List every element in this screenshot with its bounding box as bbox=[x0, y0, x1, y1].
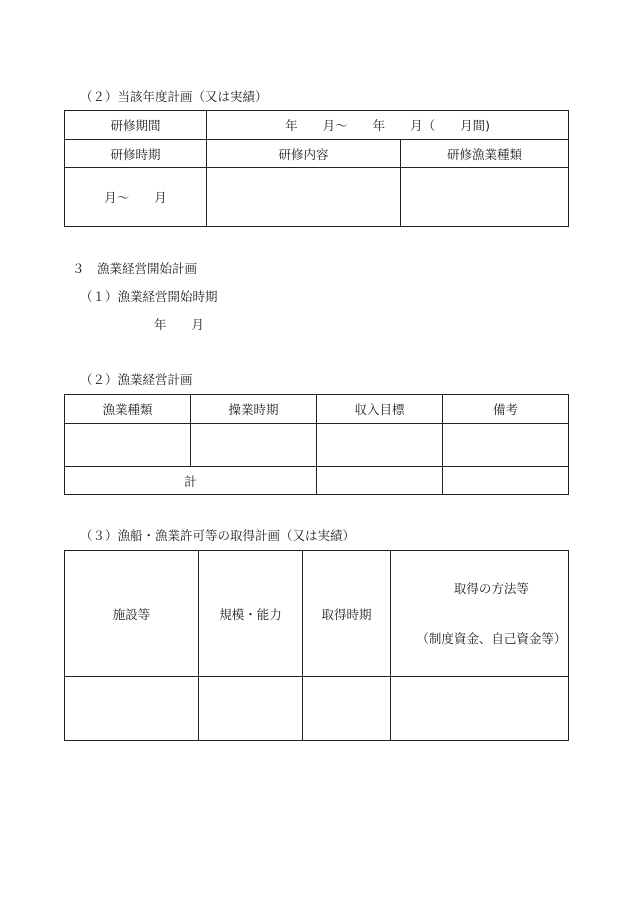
fishery-business-plan-table bbox=[64, 394, 569, 495]
section3-heading: ３ 漁業経営開始計画 bbox=[72, 261, 198, 276]
total-label: 計 bbox=[65, 467, 317, 495]
acquisition-plan-table bbox=[64, 550, 569, 741]
training-content-cell bbox=[207, 168, 401, 227]
total-remarks-cell bbox=[443, 467, 569, 495]
header-training-content: 研修内容 bbox=[207, 140, 401, 168]
business-start-date: 年 月 bbox=[154, 317, 205, 332]
header-scale-capacity: 規模・能力 bbox=[199, 551, 303, 677]
header-facilities: 施設等 bbox=[65, 551, 199, 677]
fishery-type-cell bbox=[65, 424, 191, 467]
header-training-fishery-type: 研修漁業種類 bbox=[401, 140, 569, 168]
scale-capacity-cell bbox=[199, 677, 303, 741]
acquisition-time-cell bbox=[303, 677, 391, 741]
acquisition-method-line2: （制度資金、自己資金等） bbox=[416, 631, 567, 646]
training-time-value: 月～ 月 bbox=[65, 168, 207, 227]
section2-heading: （２）当該年度計画（又は実績） bbox=[80, 89, 268, 104]
remarks-cell bbox=[443, 424, 569, 467]
section3-sub3-heading: （３）漁船・漁業許可等の取得計画（又は実績） bbox=[80, 528, 356, 543]
acquisition-method-line1: 取得の方法等 bbox=[453, 581, 529, 596]
header-remarks: 備考 bbox=[443, 395, 569, 424]
header-income-target: 収入目標 bbox=[317, 395, 443, 424]
training-period-label: 研修期間 bbox=[65, 111, 207, 140]
training-plan-table bbox=[64, 110, 569, 227]
training-period-value: 年 月～ 年 月（ 月間) bbox=[207, 111, 569, 140]
section3-sub1-heading: （１）漁業経営開始時期 bbox=[80, 289, 218, 304]
header-acquisition-time: 取得時期 bbox=[303, 551, 391, 677]
header-training-time: 研修時期 bbox=[65, 140, 207, 168]
header-fishery-type: 漁業種類 bbox=[65, 395, 191, 424]
income-target-cell bbox=[317, 424, 443, 467]
acquisition-method-cell bbox=[391, 677, 569, 741]
operation-period-cell bbox=[191, 424, 317, 467]
header-acquisition-method bbox=[391, 551, 569, 677]
facilities-cell bbox=[65, 677, 199, 741]
section3-sub2-heading: （２）漁業経営計画 bbox=[80, 372, 193, 387]
header-operation-period: 操業時期 bbox=[191, 395, 317, 424]
training-fishery-type-cell bbox=[401, 168, 569, 227]
total-income-cell bbox=[317, 467, 443, 495]
